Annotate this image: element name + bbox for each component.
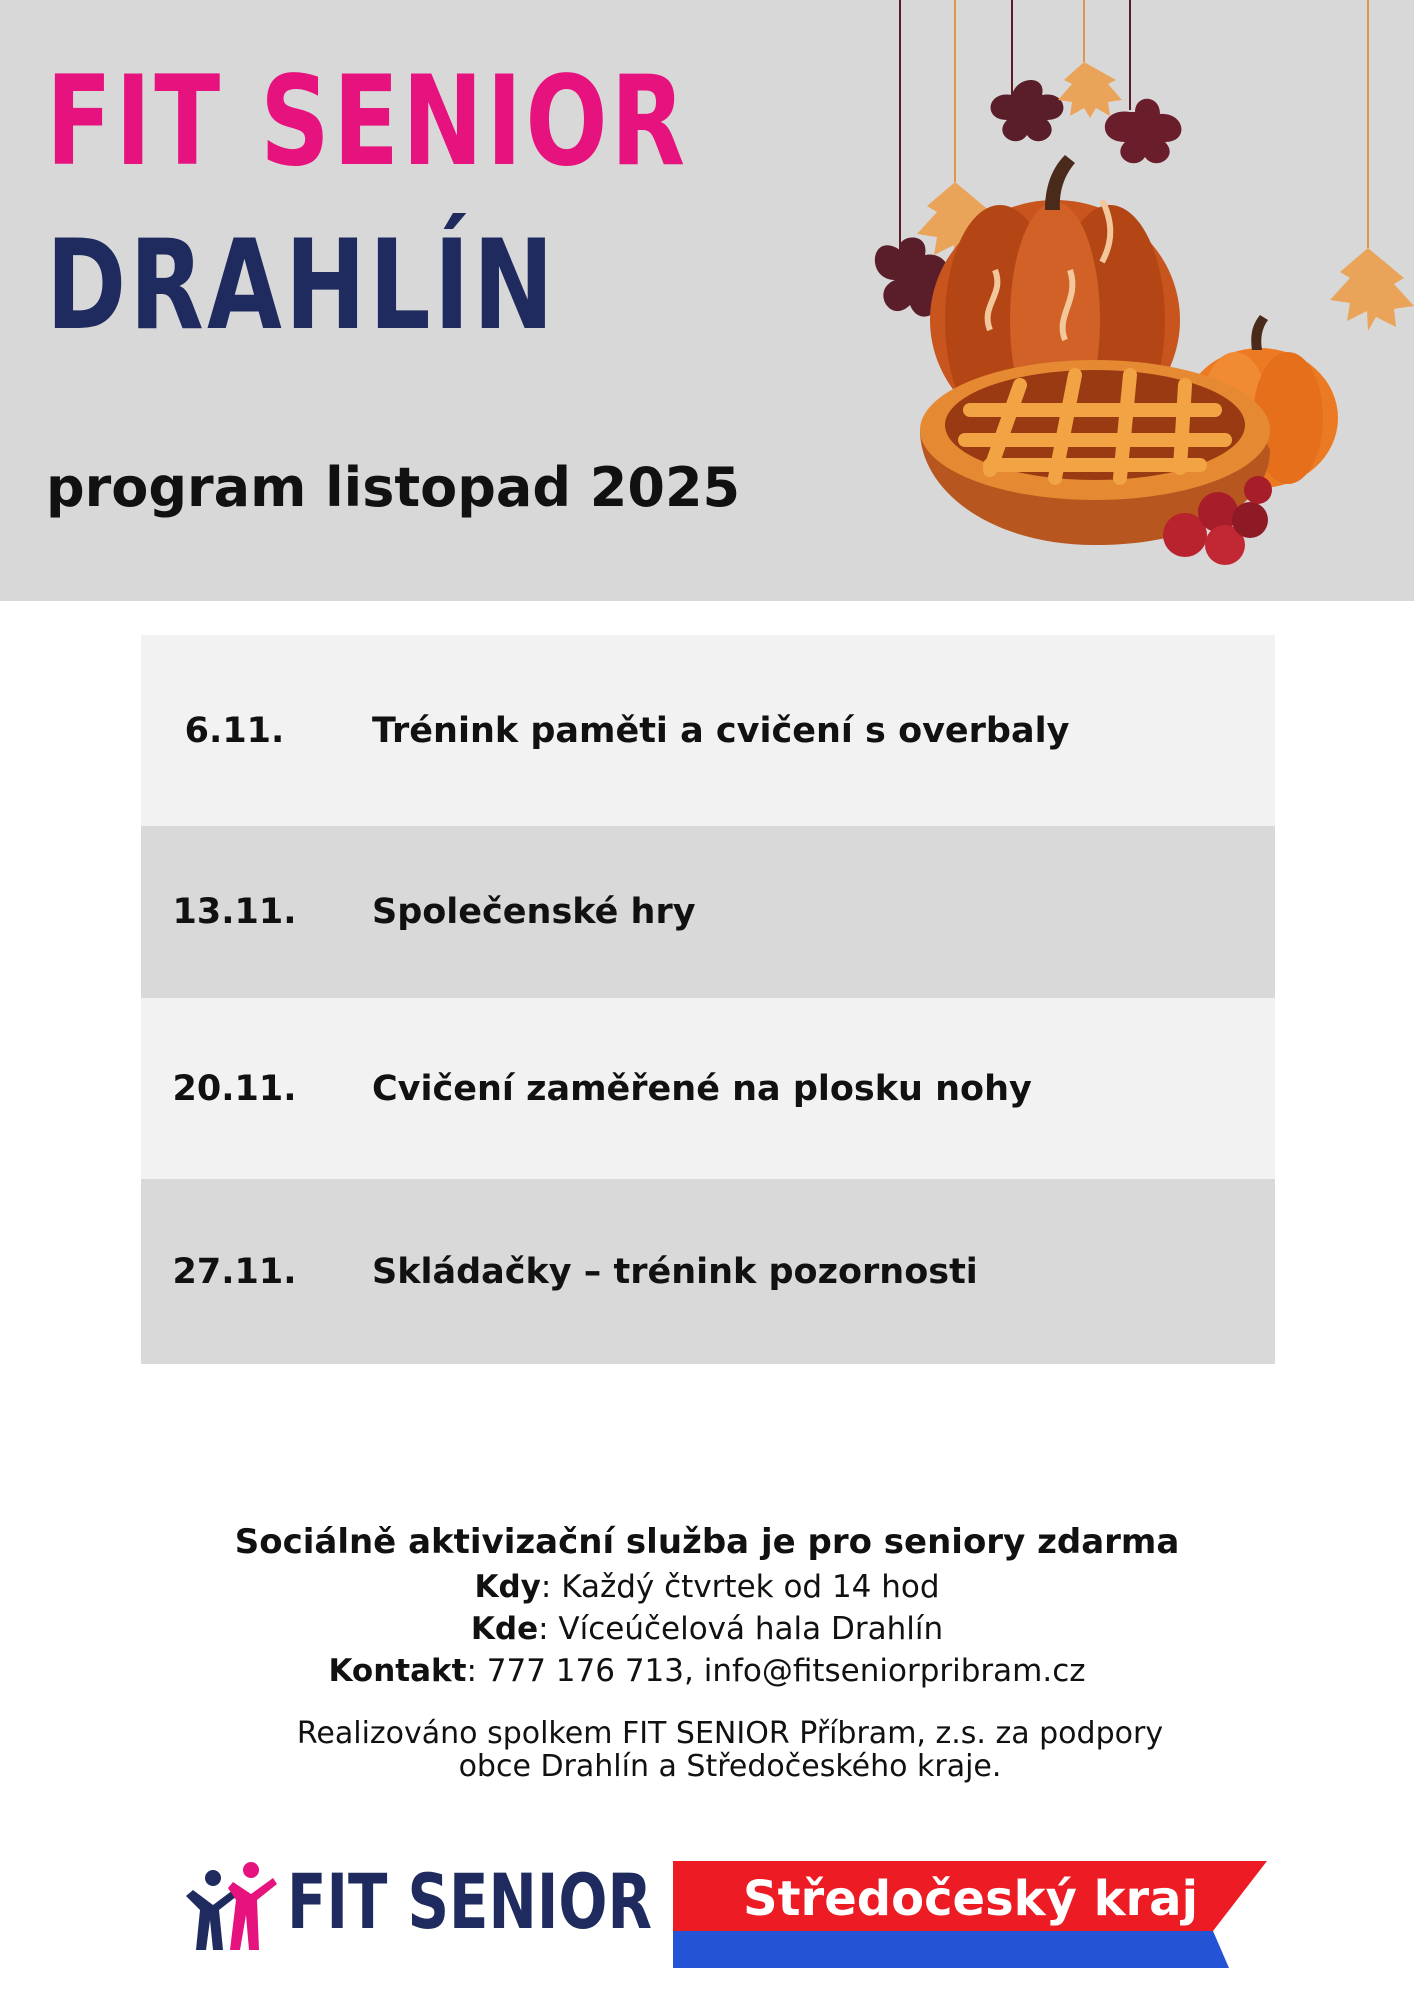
fit-senior-logo-text: FIT SENIOR (287, 1857, 652, 1946)
credit-line-2: obce Drahlín a Středočeského kraje. (458, 1749, 1002, 1784)
program-row (141, 635, 1275, 826)
program-row (141, 826, 1275, 998)
when-line (0, 1566, 1414, 1608)
program-row (141, 1179, 1275, 1364)
where-line (0, 1608, 1414, 1650)
program-date: 6.11. (184, 710, 285, 751)
title-drahlin: DRAHLÍN (46, 214, 557, 358)
program-subtitle: program listopad 2025 (46, 456, 741, 519)
contact-line (0, 1650, 1414, 1692)
contact-value: : 777 176 713, info@fitseniorpribram.cz (466, 1653, 1086, 1689)
leaf-orange-1-icon (1058, 62, 1122, 118)
kraj-logo-text: Středočeský kraj (743, 1871, 1199, 1927)
where-value: : Víceúčelová hala Drahlín (538, 1611, 944, 1647)
program-activity: Skládačky – trénink pozornosti (372, 1251, 978, 1292)
where-label: Kde (470, 1611, 539, 1647)
fit-senior-logo (183, 1857, 652, 1960)
program-date: 27.11. (172, 1251, 297, 1292)
title-fit-senior: FIT SENIOR (46, 50, 689, 194)
program-activity: Trénink paměti a cvičení s overbaly (372, 710, 1070, 751)
program-activity: Cvičení zaměřené na plosku nohy (372, 1068, 1032, 1109)
stredocesky-kraj-logo (673, 1861, 1267, 1968)
service-info (0, 1518, 1414, 1692)
contact-label: Kontakt (328, 1653, 467, 1689)
autumn-pie-illustration (840, 0, 1414, 601)
program-row (141, 998, 1275, 1179)
header-banner (0, 0, 1414, 601)
service-headline: Sociálně aktivizační služba je pro seniory zdarma (234, 1522, 1180, 1562)
when-label: Kdy (474, 1569, 541, 1605)
program-table (141, 635, 1275, 1364)
leaf-dark-3-icon (1105, 99, 1182, 163)
when-value: : Každý čtvrtek od 14 hod (540, 1569, 940, 1605)
program-date: 13.11. (172, 892, 297, 932)
leaf-dark-2-icon (991, 80, 1064, 141)
leaf-orange-3-icon (1330, 248, 1414, 331)
program-activity: Společenské hry (372, 892, 696, 932)
program-date: 20.11. (172, 1068, 297, 1109)
credit-note (230, 1717, 1230, 1783)
credit-line-1: Realizováno spolkem FIT SENIOR Příbram, z.s. za podpory (296, 1716, 1164, 1751)
fit-senior-figures-icon (183, 1860, 283, 1960)
